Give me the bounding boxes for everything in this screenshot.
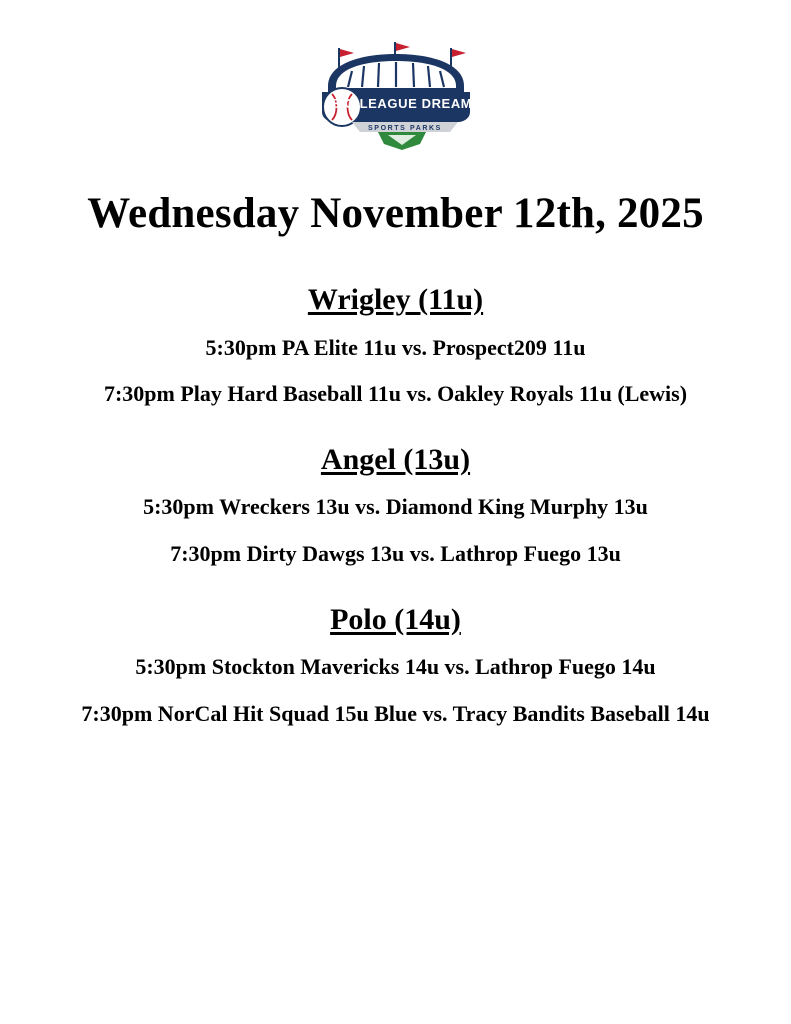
big-league-dreams-logo-icon	[308, 40, 484, 152]
field-name-heading: Polo (14u)	[330, 602, 461, 636]
game-line: 7:30pm Dirty Dawgs 13u vs. Lathrop Fuego 13u	[170, 541, 621, 567]
game-line: 5:30pm PA Elite 11u vs. Prospect209 11u	[205, 334, 586, 360]
field-schedule-list	[16, 283, 775, 728]
logo-container	[16, 0, 775, 152]
field-name-heading: Angel (13u)	[320, 442, 471, 476]
svg-text:BIG LEAGUE DREAMS: BIG LEAGUE DREAMS	[329, 96, 482, 111]
game-line: 7:30pm Play Hard Baseball 11u vs. Oakley Royals 11u (Lewis)	[103, 381, 688, 407]
game-line: 5:30pm Wreckers 13u vs. Diamond King Murphy 13u	[143, 494, 648, 520]
page-title: Wednesday November 12th, 2025	[87, 190, 704, 237]
field-name-heading: Wrigley (11u)	[307, 283, 484, 317]
field-block	[16, 603, 775, 729]
field-block	[16, 283, 775, 409]
game-line: 5:30pm Stockton Mavericks 14u vs. Lathrop Fuego 14u	[135, 654, 656, 680]
game-line: 7:30pm NorCal Hit Squad 15u Blue vs. Tracy Bandits Baseball 14u	[81, 700, 710, 726]
field-block	[16, 443, 775, 569]
svg-text:SPORTS PARKS: SPORTS PARKS	[367, 125, 442, 132]
